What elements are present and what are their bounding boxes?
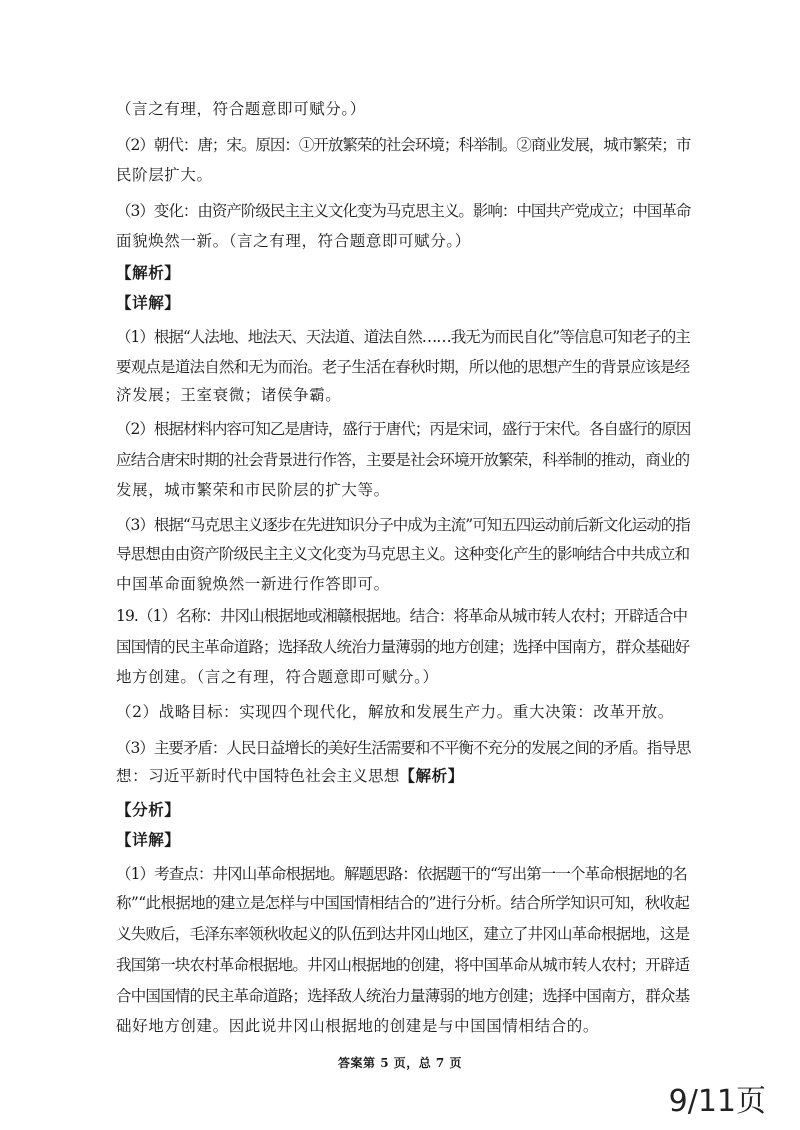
section-heading-analysis: 【解析】 (116, 263, 181, 282)
text-line: 义失败后，毛泽东率领秋收起义的队伍到达井冈山地区，建立了井冈山革命根据地，这是 (116, 925, 690, 943)
text-line: 发展，城市繁荣和市民阶层的扩大等。 (116, 481, 390, 499)
text-line: 应结合唐宋时期的社会背景进行作答，主要是社会环境开放繁荣，科举制的推动，商业的 (116, 451, 690, 469)
text-line: （3）根据“马克思主义逐步在先进知识分子中成为主流”可知五四运动前后新文化运动的指 (116, 516, 690, 534)
text-line: （2）朝代：唐；宋。原因：①开放繁荣的社会环境；科举制。②商业发展，城市繁荣；市 (116, 136, 691, 154)
inserted-text: 习近平新时代中国特色社会主义思想 (148, 767, 400, 785)
text-line (116, 765, 464, 787)
text-line: 中国革命面貌焕然一新进行作答即可。 (116, 575, 390, 593)
text-line: 济发展；王室衰微；诸侯争霸。 (116, 386, 342, 404)
page-footer: 答案第 5 页，总 7 页 (338, 1056, 462, 1070)
text-line: （3）变化：由资产阶级民主主义文化变为马克思主义。影响：中国共产党成立；中国革命 (116, 202, 691, 220)
page-indicator: 9/11页 (668, 1084, 766, 1119)
text-line: （1）根据“人法地、地法天、天法道、道法自然……我无为而民自化”等信息可知老子的主 (116, 328, 690, 346)
text-line: （言之有理，符合题意即可赋分。） (116, 100, 366, 118)
text-line: 础好地方创建。因此说井冈山根据地的创建是与中国国情相结合的。 (116, 1017, 600, 1035)
section-heading-detail: 【详解】 (116, 830, 181, 849)
text-line: （1）考查点：井冈山革命根据地。解题思路：依据题干的“写出第一一个革命根据地的名 (116, 865, 687, 883)
text-line: 要观点是道法自然和无为而治。老子生活在春秋时期，所以他的思想产生的背景应该是经 (116, 358, 690, 376)
text-line: 合中国国情的民主革命道路；选择敌人统治力量薄弱的地方创建；选择中国南方，群众基 (116, 987, 690, 1005)
text-line: 19.（1）名称：井冈山根据地或湘赣根据地。结合：将革命从城市转人农村；开辟适合中 (116, 607, 688, 625)
text-line: 面貌焕然一新。（言之有理，符合题意即可赋分。） (116, 232, 471, 250)
section-heading-analysis: 【解析】 (399, 766, 464, 785)
section-heading-analysis: 【分析】 (116, 800, 181, 819)
text-line: 称”“此根据地的建立是怎样与中国国情相结合的”进行分析。结合所学知识可知，秋收起 (116, 894, 690, 912)
text-line: （2）根据材料内容可知乙是唐诗，盛行于唐代；丙是宋词，盛行于宋代。各自盛行的原因 (116, 420, 691, 438)
text-line: 民阶层扩大。 (116, 166, 213, 184)
text-fragment: 想： (116, 767, 149, 785)
text-line: 地方创建。（言之有理，符合题意即可赋分。） (116, 668, 439, 686)
text-line: 我国第一块农村革命根据地。井冈山根据地的创建，将中国革命从城市转人农村；开辟适 (116, 956, 690, 974)
section-heading-detail: 【详解】 (116, 293, 181, 312)
text-line: 导思想由由资产阶级民主主义文化变为马克思主义。这种变化产生的影响结合中共成立和 (116, 545, 690, 563)
text-line: （3）主要矛盾：人民日益增长的美好生活需要和不平衡不充分的发展之间的矛盾。指导思 (116, 739, 691, 757)
text-line: 国国情的民主革命道路；选择敌人统治力量薄弱的地方创建；选择中国南方，群众基础好 (116, 638, 690, 656)
text-line: （2）战略目标：实现四个现代化，解放和发展生产力。重大决策：改革开放。 (116, 703, 674, 721)
